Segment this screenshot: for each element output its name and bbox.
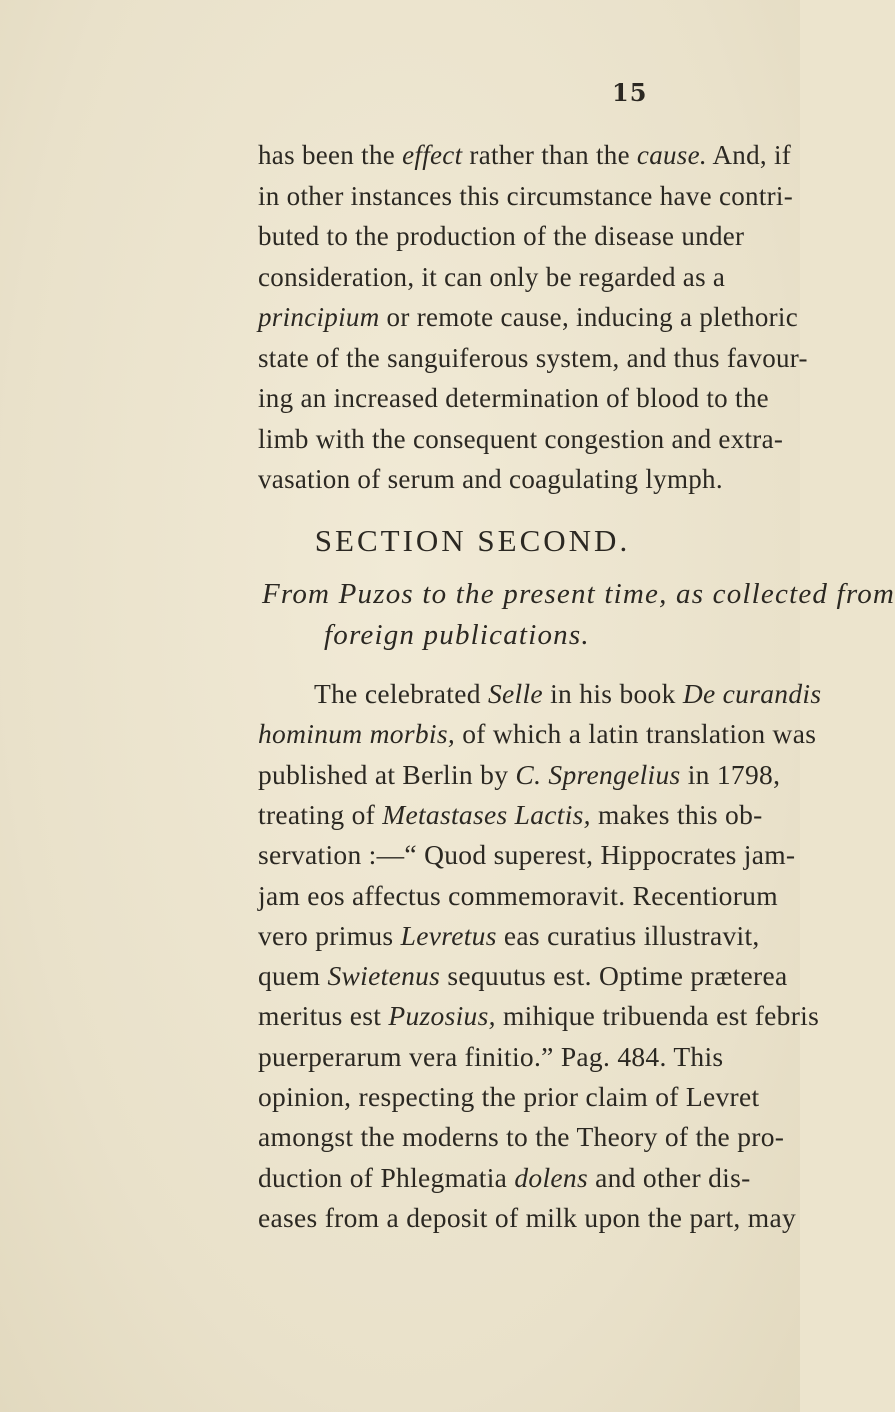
text-line xyxy=(258,178,793,214)
italic-phrase: Metastases Lactis, xyxy=(382,798,591,830)
roman-phrase: published at Berlin by xyxy=(258,758,516,790)
italic-phrase: Levretus xyxy=(400,919,497,951)
text-line xyxy=(314,676,821,712)
roman-phrase: The celebrated xyxy=(314,678,488,709)
text-line xyxy=(258,837,795,873)
roman-phrase: eas curatius illustravit, xyxy=(496,919,760,951)
text-line xyxy=(258,958,788,994)
section-subheading-line-2: foreign publications. xyxy=(324,619,590,651)
italic-phrase: dolens xyxy=(514,1161,588,1193)
roman-phrase: buted to the production of the disease under xyxy=(258,221,745,251)
section-heading: SECTION SECOND. xyxy=(314,523,631,558)
italic-phrase: principium xyxy=(258,302,380,332)
text-line xyxy=(258,340,808,376)
roman-phrase: eases from a deposit of milk upon the part, may xyxy=(258,1201,796,1233)
text-line xyxy=(258,421,783,457)
italic-phrase: hominum morbis, xyxy=(258,718,456,750)
roman-phrase: and other dis- xyxy=(587,1161,751,1193)
text-line xyxy=(258,1200,796,1236)
text-line xyxy=(258,461,723,497)
roman-phrase: rather than the xyxy=(462,140,637,170)
roman-phrase: vasation of serum and coagulating lymph. xyxy=(258,464,723,494)
roman-phrase: vero primus xyxy=(258,919,401,951)
text-line xyxy=(258,137,791,173)
italic-phrase: cause. xyxy=(636,140,707,170)
text-line xyxy=(258,1079,759,1115)
blank-lower-margin xyxy=(0,1240,800,1412)
page-number: 15 xyxy=(612,78,648,107)
roman-phrase: has been the xyxy=(258,140,403,170)
text-line xyxy=(258,1039,723,1075)
text-line xyxy=(258,1160,751,1196)
italic-phrase: Selle xyxy=(487,678,543,709)
roman-phrase: servation :—“ Quod superest, Hippocrates jam- xyxy=(258,839,796,871)
text-line xyxy=(258,716,816,752)
roman-phrase: in other instances this circumstance have contri- xyxy=(258,180,794,211)
roman-phrase: treating of xyxy=(258,798,383,830)
text-line xyxy=(258,757,780,793)
italic-phrase: De curandis xyxy=(682,678,822,709)
roman-phrase: mihique tribuenda est febris xyxy=(495,1000,820,1032)
text-line xyxy=(258,998,819,1034)
text-line xyxy=(258,259,725,295)
roman-phrase: in his book xyxy=(542,678,683,709)
roman-phrase: state of the sanguiferous system, and thus favour- xyxy=(258,342,808,373)
text-line xyxy=(258,797,763,833)
roman-phrase: in 1798, xyxy=(680,758,781,790)
roman-phrase: puerperarum vera finitio.” Pag. 484. This xyxy=(258,1040,724,1072)
roman-phrase: meritus est xyxy=(258,1000,389,1032)
roman-phrase: or remote cause, inducing a plethoric xyxy=(379,302,798,332)
roman-phrase: consideration, it can only be regarded as a xyxy=(258,261,726,292)
roman-phrase: ing an increased determination of blood to the xyxy=(258,383,769,413)
roman-phrase: duction of Phlegmatia xyxy=(258,1161,515,1193)
italic-phrase: effect xyxy=(402,140,463,170)
text-line xyxy=(258,218,744,254)
italic-phrase: Puzosius, xyxy=(388,1000,496,1032)
roman-phrase: opinion, respecting the prior claim of Levret xyxy=(258,1081,760,1112)
roman-phrase: jam eos affectus commemoravit. Recentiorum xyxy=(258,879,778,911)
text-line xyxy=(258,918,760,954)
text-line xyxy=(258,380,769,416)
roman-phrase: amongst the moderns to the Theory of the pro- xyxy=(258,1121,785,1153)
roman-phrase: And, if xyxy=(706,140,792,170)
section-subheading-line-1: From Puzos to the present time, as collected from xyxy=(262,578,895,610)
roman-phrase: quem xyxy=(258,960,328,992)
text-line xyxy=(258,1119,784,1155)
roman-phrase: of which a latin translation was xyxy=(455,718,817,750)
roman-phrase: sequutus est. Optime prӕterea xyxy=(440,960,788,992)
text-line xyxy=(258,299,798,335)
italic-phrase: Swietenus xyxy=(327,960,441,992)
italic-phrase: C. Sprengelius xyxy=(515,758,681,790)
roman-phrase: limb with the consequent congestion and extra- xyxy=(258,423,784,454)
roman-phrase: makes this ob- xyxy=(590,798,763,830)
text-line xyxy=(258,878,778,914)
